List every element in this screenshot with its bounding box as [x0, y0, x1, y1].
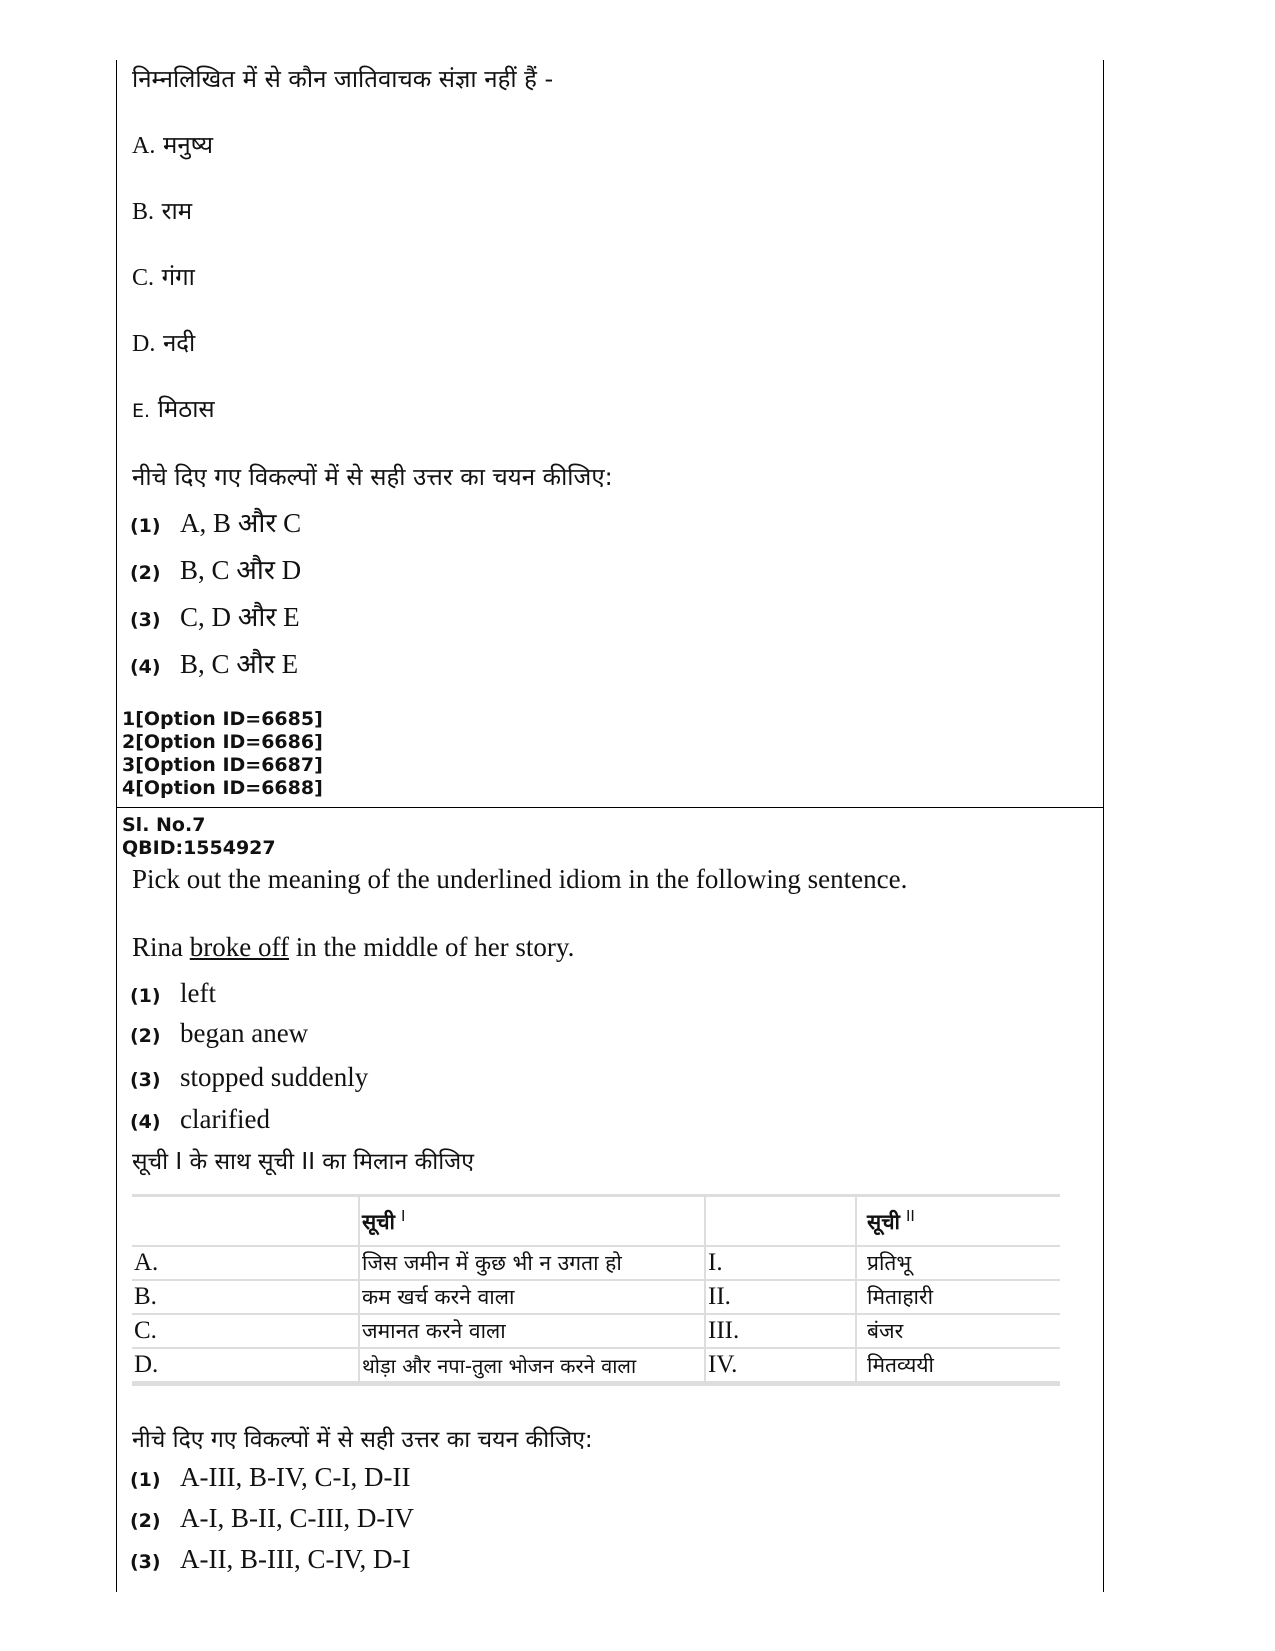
list-1-letter: A. [132, 1247, 360, 1281]
option-text: stopped suddenly [180, 1062, 369, 1092]
q6-option-3[interactable] [130, 597, 300, 634]
q6-option-4[interactable] [130, 644, 298, 681]
list-1-text: जिस जमीन में कुछ भी न उगता हो [360, 1247, 706, 1281]
option-text: began anew [180, 1018, 309, 1048]
q6-item-e [132, 392, 215, 425]
option-number: (3) [130, 609, 161, 631]
q7-option-2[interactable] [130, 1018, 308, 1049]
option-number: (2) [130, 562, 161, 584]
option-number: (4) [130, 656, 161, 678]
q6-item-letter: B. [132, 199, 155, 225]
q7-header [122, 814, 276, 860]
list-1-letter: D. [132, 1349, 360, 1383]
option-id: 1[Option ID=6685] [122, 708, 323, 730]
option-id: 3[Option ID=6687] [122, 754, 323, 776]
q6-item-d [132, 326, 195, 359]
list-2-numeral: IV. [706, 1349, 857, 1383]
list-2-text: बंजर [857, 1315, 1060, 1349]
q6-item-a [132, 128, 213, 161]
sentence-end: in the middle of her story. [288, 932, 575, 962]
q7-stem: Pick out the meaning of the underlined idiom in the following sentence. [132, 864, 908, 894]
q6-item-letter: A. [132, 133, 156, 159]
q7-sentence [132, 932, 574, 963]
q6-item-text: गंगा [161, 263, 195, 291]
q6-option-ids [122, 708, 323, 800]
q8-stem: सूची I के साथ सूची II का मिलान कीजिए [132, 1149, 474, 1175]
option-text: clarified [180, 1104, 270, 1134]
sentence-start: Rina [132, 932, 190, 962]
q8-option-2[interactable] [130, 1503, 414, 1534]
question-separator [116, 807, 1103, 808]
option-number: (2) [130, 1025, 161, 1047]
table-row [132, 1315, 1060, 1349]
option-text: C, D और E [180, 602, 300, 632]
q6-instruction: नीचे दिए गए विकल्पों में से सही उत्तर का चयन कीजिए: [132, 463, 613, 491]
q6-item-letter: D. [132, 331, 156, 357]
underlined-idiom: broke off [189, 932, 289, 962]
option-text: A, B और C [180, 508, 302, 538]
q6-item-letter: C. [132, 265, 155, 291]
q6-item-text: राम [161, 197, 193, 225]
q6-item-b [132, 194, 192, 227]
list-2-numeral: II. [706, 1281, 857, 1315]
q6-item-text: मिठास [157, 395, 215, 423]
q8-option-3[interactable] [130, 1544, 410, 1575]
option-text: B, C और E [180, 649, 299, 679]
list-1-letter: C. [132, 1315, 360, 1349]
option-number: (4) [130, 1111, 161, 1133]
q7-option-3[interactable] [130, 1062, 368, 1093]
option-number: (3) [130, 1069, 161, 1091]
option-number: (2) [130, 1510, 161, 1532]
q8-option-1[interactable] [130, 1462, 410, 1493]
q6-item-text: मनुष्य [162, 131, 214, 159]
q6-item-c [132, 260, 195, 293]
list-1-heading: सूची $^I$ [360, 1197, 706, 1247]
list-1-text: जमानत करने वाला [360, 1315, 706, 1349]
option-text: left [180, 978, 216, 1008]
list-2-text: प्रतिभू [857, 1247, 1060, 1281]
match-table-header [132, 1197, 1060, 1247]
option-number: (1) [130, 515, 161, 537]
page-right-border [1103, 60, 1104, 1592]
list-2-numeral: I. [706, 1247, 857, 1281]
q8-instruction: नीचे दिए गए विकल्पों में से सही उत्तर का चयन कीजिए: [132, 1427, 593, 1453]
option-number: (3) [130, 1551, 161, 1573]
table-row [132, 1349, 1060, 1383]
table-row [132, 1281, 1060, 1315]
option-number: (1) [130, 985, 161, 1007]
option-text: A-II, B-III, C-IV, D-I [180, 1544, 411, 1574]
q6-item-letter: E. [132, 400, 151, 422]
q7-option-4[interactable] [130, 1104, 270, 1135]
q7-option-1[interactable] [130, 978, 216, 1009]
page-left-border [116, 60, 117, 1592]
option-number: (1) [130, 1469, 161, 1491]
list-2-text: मितव्ययी [857, 1349, 1060, 1383]
option-text: B, C और D [180, 555, 302, 585]
option-text: A-III, B-IV, C-I, D-II [180, 1462, 411, 1492]
question-bank-id: QBID:1554927 [122, 837, 276, 859]
table-row [132, 1247, 1060, 1281]
list-2-heading: सूची $^{II}$ [857, 1197, 1060, 1247]
list-1-text: थोड़ा और नपा-तुला भोजन करने वाला [360, 1349, 706, 1383]
q6-item-text: नदी [162, 329, 196, 357]
list-1-letter: B. [132, 1281, 360, 1315]
list-1-text: कम खर्च करने वाला [360, 1281, 706, 1315]
q6-stem: निम्नलिखित में से कौन जातिवाचक संज्ञा नहीं हैं - [132, 65, 554, 93]
serial-number: Sl. No.7 [122, 814, 206, 836]
q6-option-2[interactable] [130, 550, 301, 587]
option-text: A-I, B-II, C-III, D-IV [180, 1503, 414, 1533]
q6-option-1[interactable] [130, 503, 301, 540]
option-id: 4[Option ID=6688] [122, 777, 323, 799]
list-2-text: मिताहारी [857, 1281, 1060, 1315]
match-table [132, 1194, 1060, 1386]
list-2-numeral: III. [706, 1315, 857, 1349]
option-id: 2[Option ID=6686] [122, 731, 323, 753]
